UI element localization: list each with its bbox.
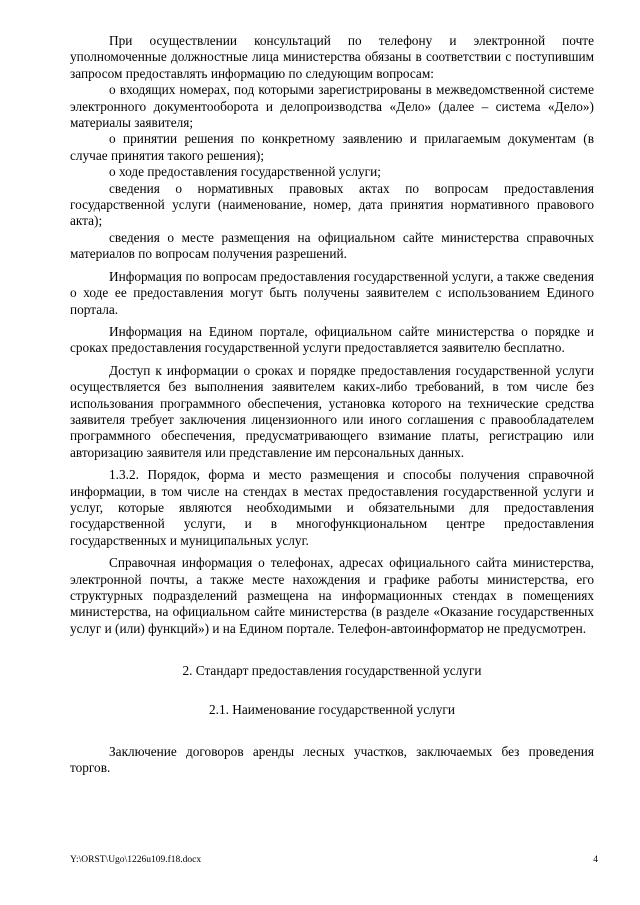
list-item-reference-materials: сведения о месте размещения на официальном сайте министерства справочных материалов по вопросам получения разрешений. [70, 229, 594, 262]
paragraph-consultations-intro: При осуществлении консультаций по телефону и электронной почте уполномоченные должностные лица министерства обязаны в соответствии с поступившим запросом предоставлять информацию по следующим вопросам: [70, 33, 594, 81]
page-number: 4 [593, 855, 598, 865]
list-item-decision: о принятии решения по конкретному заявлению и прилагаемым документам (в случае принятия такого решения); [70, 131, 594, 163]
paragraph-access-requirements: Доступ к информации о сроках и порядке предоставления государственной услуги осуществляется без выполнения заявителем каких-либо требований, в том числе без использования программного обеспечения, установка которого на технические средства заявителя требует заключения лицензионного или иного соглашения с правообладателем программного обеспечения, предусматривающего взимание платы, регистрацию или авторизацию заявителя или представление им персональных данных. [70, 362, 594, 460]
list-item-incoming-numbers: о входящих номерах, под которыми зарегистрированы в межведомственной системе электронного документооборота и делопроизводства «Дело» (далее – система «Дело») материалы заявителя; [70, 82, 594, 131]
paragraph-portal-info: Информация по вопросам предоставления государственной услуги, а также сведения о ходе ее предоставления могут быть получены заявителем с использованием Единого портала. [70, 268, 594, 317]
list-item-service-progress: о ходе предоставления государственной услуги; [109, 164, 381, 180]
subsection-heading: 2.1. Наименование государственной услуги [209, 701, 455, 717]
paragraph-1-3-2: 1.3.2. Порядок, форма и место размещения и способы получения справочной информации, в том числе на стендах в местах предоставления государственной услуги и услуг, которые являются необходимыми и обязательными для предоставления государственной услуги, и в многофункциональном центре предоставления государственных и муниципальных услуг. [70, 467, 594, 548]
section-heading: 2. Стандарт предоставления государственной услуги [182, 663, 482, 679]
list-item-normative-acts: сведения о нормативных правовых актах по вопросам предоставления государственной услуги (наименование, номер, дата принятия нормативного правового акта); [70, 180, 594, 229]
paragraph-free-of-charge: Информация на Едином портале, официальном сайте министерства о порядке и сроках предоставления государственной услуги предоставляется заявителю бесплатно. [70, 323, 594, 356]
paragraph-reference-info: Справочная информация о телефонах, адресах официального сайта министерства, электронной почты, а также месте нахождения и графике работы министерства, его структурных подразделений размещена на информационных стендах в помещениях министерства, на официальном сайте министерства (в разделе «Оказание государственных услуг и (или) функций») и на Едином портале. Телефон-автоинформатор не предусмотрен. [70, 555, 594, 636]
paragraph-service-name: Заключение договоров аренды лесных участков, заключаемых без проведения торгов. [70, 744, 594, 776]
file-path: Y:\ORST\Ugo\1226u109.f18.docx [70, 855, 202, 865]
document-body [70, 33, 594, 777]
